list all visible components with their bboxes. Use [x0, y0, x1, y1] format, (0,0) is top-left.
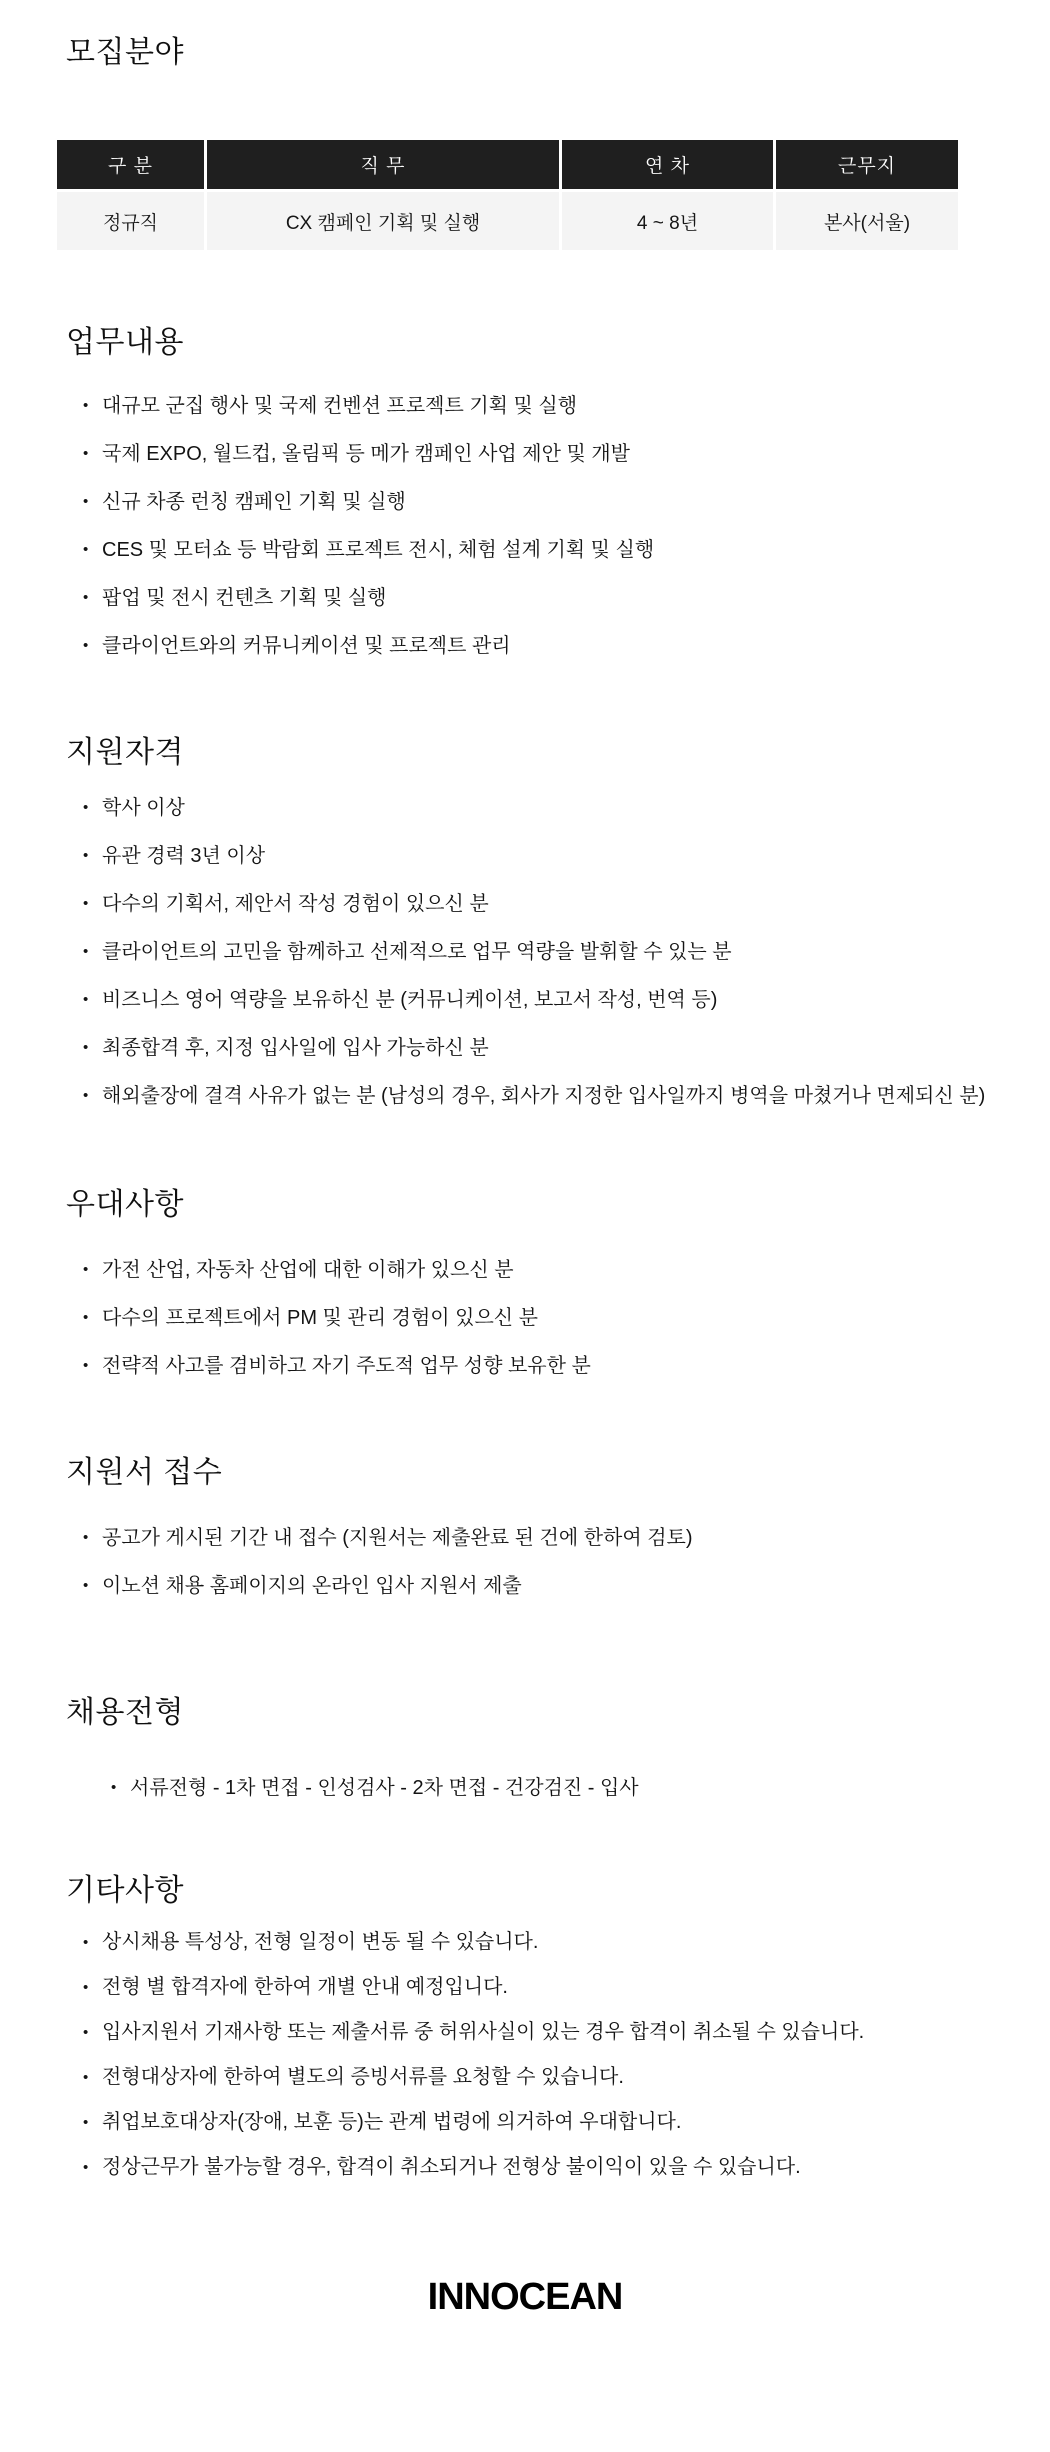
duties-list [0, 382, 1050, 670]
list-item: • 이노션 채용 홈페이지의 온라인 입사 지원서 제출 [83, 1562, 1050, 1610]
etc-list [0, 1920, 1050, 2190]
recruit-table-header-row [57, 140, 958, 189]
section-qualifications [0, 736, 1050, 1120]
section-application [0, 1456, 1050, 1610]
recruit-table-header-years: 연 차 [562, 140, 773, 189]
list-item: • 공고가 게시된 기간 내 접수 (지원서는 제출완료 된 건에 한하여 검토) [83, 1514, 1050, 1562]
recruit-table-header-job: 직 무 [207, 140, 559, 189]
list-item: • 다수의 프로젝트에서 PM 및 관리 경험이 있으신 분 [83, 1294, 1050, 1342]
section-preferred [0, 1188, 1050, 1390]
section-title-preferred: 우대사항 [66, 1188, 184, 1221]
list-item: • 유관 경력 3년 이상 [83, 832, 1050, 880]
list-item: • 서류전형 - 1차 면접 - 인성검사 - 2차 면접 - 건강검진 - 입사 [111, 1764, 1050, 1812]
list-item: • 전형대상자에 한하여 별도의 증빙서류를 요청할 수 있습니다. [83, 2055, 1050, 2100]
list-item: • 취업보호대상자(장애, 보훈 등)는 관계 법령에 의거하여 우대합니다. [83, 2100, 1050, 2145]
application-list [0, 1514, 1050, 1610]
list-item: • 다수의 기획서, 제안서 작성 경험이 있으신 분 [83, 880, 1050, 928]
list-item: • 최종합격 후, 지정 입사일에 입사 가능하신 분 [83, 1024, 1050, 1072]
section-etc [0, 1874, 1050, 2190]
recruit-cell-category: 정규직 [57, 192, 204, 250]
preferred-list [0, 1246, 1050, 1390]
list-item: • 상시채용 특성상, 전형 일정이 변동 될 수 있습니다. [83, 1920, 1050, 1965]
list-item: • 학사 이상 [83, 784, 1050, 832]
section-title-qualifications: 지원자격 [66, 736, 184, 769]
recruit-table-data-row [57, 192, 958, 250]
qualifications-list [0, 784, 1050, 1120]
recruit-table-header-location: 근무지 [776, 140, 958, 189]
list-item: • 정상근무가 불가능할 경우, 합격이 취소되거나 전형상 불이익이 있을 수 있습니다. [83, 2145, 1050, 2190]
list-item: • 가전 산업, 자동차 산업에 대한 이해가 있으신 분 [83, 1246, 1050, 1294]
list-item: • 국제 EXPO, 월드컵, 올림픽 등 메가 캠페인 사업 제안 및 개발 [83, 430, 1050, 478]
process-list [0, 1764, 1050, 1812]
list-item: • 해외출장에 결격 사유가 없는 분 (남성의 경우, 회사가 지정한 입사일까지 병역을 마쳤거나 면제되신 분) [83, 1072, 1050, 1120]
recruit-table-header-category: 구 분 [57, 140, 204, 189]
list-item: • CES 및 모터쇼 등 박람회 프로젝트 전시, 체험 설계 기획 및 실행 [83, 526, 1050, 574]
section-title-application: 지원서 접수 [66, 1456, 223, 1489]
section-title-recruit-field: 모집분야 [66, 36, 184, 69]
section-title-process: 채용전형 [66, 1696, 184, 1729]
section-duties [0, 326, 1050, 670]
section-process [0, 1696, 1050, 1812]
recruit-cell-location: 본사(서울) [776, 192, 958, 250]
list-item: • 클라이언트의 고민을 함께하고 선제적으로 업무 역량을 발휘할 수 있는 분 [83, 928, 1050, 976]
list-item: • 비즈니스 영어 역량을 보유하신 분 (커뮤니케이션, 보고서 작성, 번역 등) [83, 976, 1050, 1024]
list-item: • 전형 별 합격자에 한하여 개별 안내 예정입니다. [83, 1965, 1050, 2010]
list-item: • 전략적 사고를 겸비하고 자기 주도적 업무 성향 보유한 분 [83, 1342, 1050, 1390]
recruit-table [57, 140, 958, 250]
recruit-cell-years: 4 ~ 8년 [562, 192, 773, 250]
list-item: • 팝업 및 전시 컨텐츠 기획 및 실행 [83, 574, 1050, 622]
list-item: • 대규모 군집 행사 및 국제 컨벤션 프로젝트 기획 및 실행 [83, 382, 1050, 430]
list-item: • 입사지원서 기재사항 또는 제출서류 중 허위사실이 있는 경우 합격이 취소될 수 있습니다. [83, 2010, 1050, 2055]
section-title-duties: 업무내용 [66, 326, 184, 359]
recruit-cell-job: CX 캠페인 기획 및 실행 [207, 192, 559, 250]
innocean-logo: INNOCEAN [427, 2276, 623, 2318]
list-item: • 신규 차종 런칭 캠페인 기획 및 실행 [83, 478, 1050, 526]
list-item: • 클라이언트와의 커뮤니케이션 및 프로젝트 관리 [83, 622, 1050, 670]
section-title-etc: 기타사항 [66, 1874, 184, 1907]
